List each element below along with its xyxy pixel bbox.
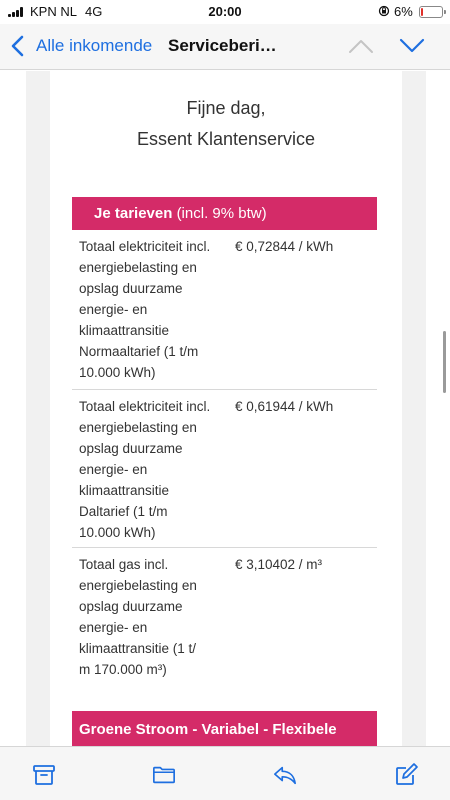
tariff-price: € 0,61944 / kWh bbox=[235, 399, 334, 414]
carrier-name: KPN NL bbox=[30, 4, 77, 19]
reply-icon[interactable] bbox=[273, 763, 297, 787]
navigation-bar bbox=[0, 24, 450, 70]
tariff-price: € 3,10402 / m³ bbox=[235, 557, 323, 572]
tariff-section-header bbox=[72, 197, 377, 230]
signature-line: Essent Klantenservice bbox=[136, 129, 316, 149]
tariff-row bbox=[72, 390, 377, 548]
previous-message-icon[interactable] bbox=[347, 36, 375, 56]
tariff-description: Totaal gas incl. energiebelasting en opslag duurzame energie- en klimaattransitie (1 t/ m 170.000 m³) bbox=[79, 557, 197, 677]
orientation-lock-icon bbox=[378, 5, 390, 17]
folder-icon[interactable] bbox=[152, 763, 176, 787]
email-margin-left bbox=[26, 71, 50, 746]
tariff-row bbox=[72, 230, 377, 390]
next-message-icon[interactable] bbox=[398, 36, 426, 56]
message-subject-title: Serviceberi… bbox=[168, 36, 277, 55]
status-time: 20:00 bbox=[208, 4, 242, 19]
tariff-description: Totaal elektriciteit incl. energiebelasting en opslag duurzame energie- en klimaattransitie Daltarief (1 t/m 10.000 kWh) bbox=[79, 399, 211, 540]
tariff-section-title: Je tarieven bbox=[94, 205, 173, 222]
email-body[interactable] bbox=[0, 71, 450, 746]
status-bar bbox=[0, 0, 450, 24]
product-section-header: Groene Stroom - Variabel - Flexibele bbox=[72, 711, 377, 771]
email-margin-right bbox=[402, 71, 426, 746]
tariff-section-note: (incl. 9% btw) bbox=[176, 205, 267, 222]
bottom-toolbar bbox=[0, 746, 450, 800]
tariff-row bbox=[72, 548, 377, 688]
tariff-price: € 0,72844 / kWh bbox=[235, 239, 334, 254]
battery-percentage: 6% bbox=[394, 4, 413, 19]
back-button[interactable]: Alle inkomende bbox=[36, 36, 153, 55]
greeting-line: Fijne dag, bbox=[186, 98, 266, 118]
network-type: 4G bbox=[85, 4, 103, 19]
battery-icon bbox=[419, 6, 443, 18]
scroll-indicator[interactable] bbox=[443, 331, 446, 393]
archive-icon[interactable] bbox=[32, 763, 56, 787]
tariff-description: Totaal elektriciteit incl. energiebelasting en opslag duurzame energie- en klimaattransitie Normaaltarief (1 t/m 10.000 kWh) bbox=[79, 239, 211, 380]
chevron-left-icon[interactable] bbox=[8, 34, 30, 58]
compose-icon[interactable] bbox=[394, 763, 418, 787]
